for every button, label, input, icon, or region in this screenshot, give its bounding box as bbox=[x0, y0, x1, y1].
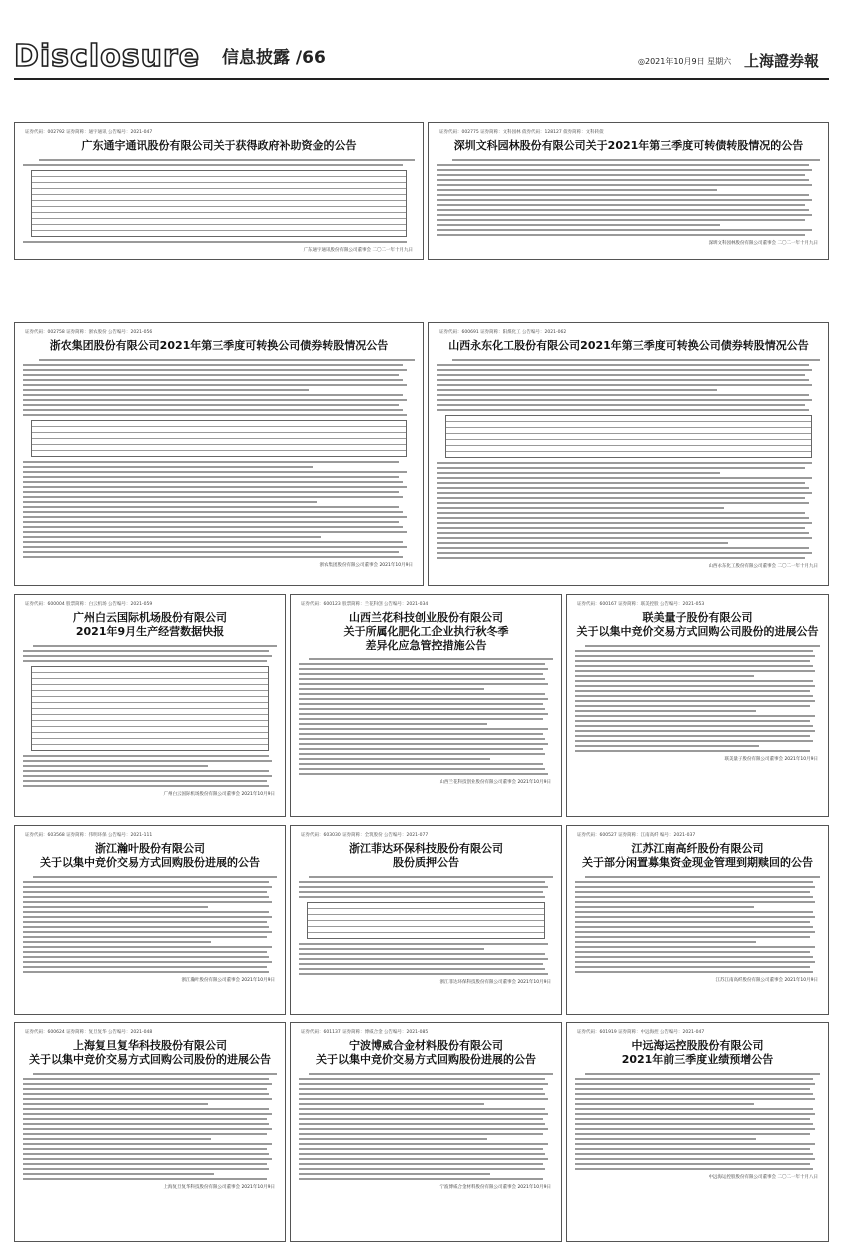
signature-line: 中远海运控股股份有限公司董事会 二〇二一年十月八日 bbox=[708, 1174, 818, 1180]
announcement-jiangnan bbox=[566, 825, 829, 1015]
stock-code-line: 证券代码：600123 股票简称：兰花科创 公告编号：2021-034 bbox=[301, 602, 429, 607]
announcement-body-text bbox=[23, 876, 277, 973]
page-header bbox=[0, 0, 843, 78]
announcement-cosco bbox=[566, 1022, 829, 1242]
table-row bbox=[308, 933, 544, 938]
announcement-body-text bbox=[23, 1073, 277, 1180]
announcement-table bbox=[445, 415, 812, 458]
stock-code-line: 证券代码：002792 证券简称：通宇通讯 公告编号：2021-047 bbox=[25, 130, 153, 135]
newspaper-masthead: 上海證券報 bbox=[744, 52, 820, 70]
announcement-body-text bbox=[437, 159, 820, 236]
section-title: 信息披露 /66 bbox=[222, 48, 326, 68]
announcement-title: 广州白云国际机场股份有限公司 2021年9月生产经营数据快报 bbox=[73, 611, 227, 638]
stock-code-line: 证券代码：601137 证券简称：博威合金 公告编号：2021-085 bbox=[301, 1030, 429, 1035]
stock-code-line: 证券代码：600624 证券简称：复旦复华 公告编号：2021-048 bbox=[25, 1030, 153, 1035]
issue-date: ◎2021年10月9日 星期六 bbox=[638, 57, 732, 66]
announcement-body-text bbox=[575, 1073, 820, 1170]
announcement-title: 联美量子股份有限公司 关于以集中竞价交易方式回购公司股份的进展公告 bbox=[576, 611, 819, 638]
announcement-body-text bbox=[23, 159, 415, 243]
announcement-table bbox=[31, 666, 269, 751]
stock-code-line: 证券代码：603568 证券简称：伟明环保 公告编号：2021-111 bbox=[25, 833, 153, 838]
table-row bbox=[32, 451, 406, 456]
table-row bbox=[32, 231, 406, 236]
announcement-feida bbox=[290, 825, 562, 1015]
stock-code-line: 证券代码：603030 证券简称：全筑股份 公告编号：2021-077 bbox=[301, 833, 429, 838]
stock-code-line: 证券代码：002775 证券简称：文科园林 债券代码：128127 债券简称：文科转债 bbox=[439, 130, 604, 135]
header-rule bbox=[14, 78, 829, 80]
signature-line: 广州白云国际机场股份有限公司董事会 2021年10月9日 bbox=[163, 791, 275, 797]
announcement-body-text bbox=[23, 359, 415, 558]
signature-line: 浙江瀚叶股份有限公司董事会 2021年10月9日 bbox=[181, 977, 275, 983]
announcement-lianmei bbox=[566, 594, 829, 817]
announcement-body-text bbox=[575, 645, 820, 752]
announcement-title: 广东通宇通讯股份有限公司关于获得政府补助资金的公告 bbox=[81, 139, 357, 152]
announcement-title: 中远海运控股股份有限公司 2021年前三季度业绩预增公告 bbox=[621, 1039, 774, 1066]
announcement-wenke bbox=[428, 122, 829, 260]
stock-code-line: 证券代码：600691 证券简称：阳煤化工 公告编号：2021-062 bbox=[439, 330, 567, 335]
announcement-bowei bbox=[290, 1022, 562, 1242]
signature-line: 上海复旦复华科技股份有限公司董事会 2021年10月9日 bbox=[163, 1184, 275, 1190]
announcement-body-text bbox=[299, 876, 553, 975]
announcement-title: 山西兰花科技创业股份有限公司 关于所属化肥化工企业执行秋冬季 差异化应急管控措施公告 bbox=[343, 611, 509, 652]
stock-code-line: 证券代码：600167 证券简称：联美控股 公告编号：2021-053 bbox=[577, 602, 705, 607]
signature-line: 山西永东化工股份有限公司董事会 二〇二一年十月九日 bbox=[708, 563, 818, 569]
announcement-hanye bbox=[14, 825, 286, 1015]
signature-line: 广东通宇通讯股份有限公司董事会 二〇二一年十月九日 bbox=[303, 247, 413, 253]
announcement-title: 浙江菲达环保科技股份有限公司 股份质押公告 bbox=[349, 842, 503, 869]
announcement-body-text bbox=[299, 1073, 553, 1180]
announcement-lanhua bbox=[290, 594, 562, 817]
stock-code-line: 证券代码：002758 证券简称：浙农股份 公告编号：2021-056 bbox=[25, 330, 153, 335]
stock-code-line: 证券代码：601919 证券简称：中远海控 公告编号：2021-047 bbox=[577, 1030, 705, 1035]
announcement-table bbox=[31, 170, 407, 237]
signature-line: 浙农集团股份有限公司董事会 2021年10月9日 bbox=[319, 562, 413, 568]
table-row bbox=[32, 745, 268, 750]
table-row bbox=[446, 452, 811, 457]
announcement-baiyun bbox=[14, 594, 286, 817]
stock-code-line: 证券代码：600527 证券简称：江南高纤 编号：2021-037 bbox=[577, 833, 696, 838]
announcement-title: 上海复旦复华科技股份有限公司 关于以集中竞价交易方式回购公司股份的进展公告 bbox=[29, 1039, 271, 1066]
announcement-title: 浙农集团股份有限公司2021年第三季度可转换公司债券转股情况公告 bbox=[49, 339, 389, 352]
announcement-title: 宁波博威合金材料股份有限公司 关于以集中竞价交易方式回购股份进展的公告 bbox=[316, 1039, 536, 1066]
stock-code-line: 证券代码：600004 股票简称：白云机场 公告编号：2021-059 bbox=[25, 602, 153, 607]
announcement-title: 深圳文科园林股份有限公司关于2021年第三季度可转债转股情况的公告 bbox=[453, 139, 804, 152]
announcement-body-text bbox=[437, 359, 820, 559]
announcement-tongyu bbox=[14, 122, 424, 260]
announcement-title: 江苏江南高纤股份有限公司 关于部分闲置募集资金现金管理到期赎回的公告 bbox=[582, 842, 813, 869]
announcement-body-text bbox=[575, 876, 820, 973]
signature-line: 深圳文科园林股份有限公司董事会 二〇二一年十月九日 bbox=[708, 240, 818, 246]
section-wordmark: Disclosure bbox=[14, 39, 201, 74]
announcement-table bbox=[307, 902, 545, 939]
signature-line: 江苏江南高纤股份有限公司董事会 2021年10月9日 bbox=[715, 977, 818, 983]
signature-line: 宁波博威合金材料股份有限公司董事会 2021年10月9日 bbox=[439, 1184, 551, 1190]
announcement-yongdong bbox=[428, 322, 829, 586]
signature-line: 联美量子股份有限公司董事会 2021年10月9日 bbox=[724, 756, 818, 762]
announcement-body-text bbox=[23, 645, 277, 787]
signature-line: 浙江菲达环保科技股份有限公司董事会 2021年10月9日 bbox=[439, 979, 551, 985]
announcement-zhenong bbox=[14, 322, 424, 586]
announcement-body-text bbox=[299, 658, 553, 775]
announcement-title: 山西永东化工股份有限公司2021年第三季度可转换公司债券转股情况公告 bbox=[448, 339, 809, 352]
announcement-fudan bbox=[14, 1022, 286, 1242]
announcement-table bbox=[31, 420, 407, 457]
signature-line: 山西兰花科技创业股份有限公司董事会 2021年10月9日 bbox=[439, 780, 551, 786]
announcement-title: 浙江瀚叶股份有限公司 关于以集中竞价交易方式回购股份进展的公告 bbox=[40, 842, 260, 869]
